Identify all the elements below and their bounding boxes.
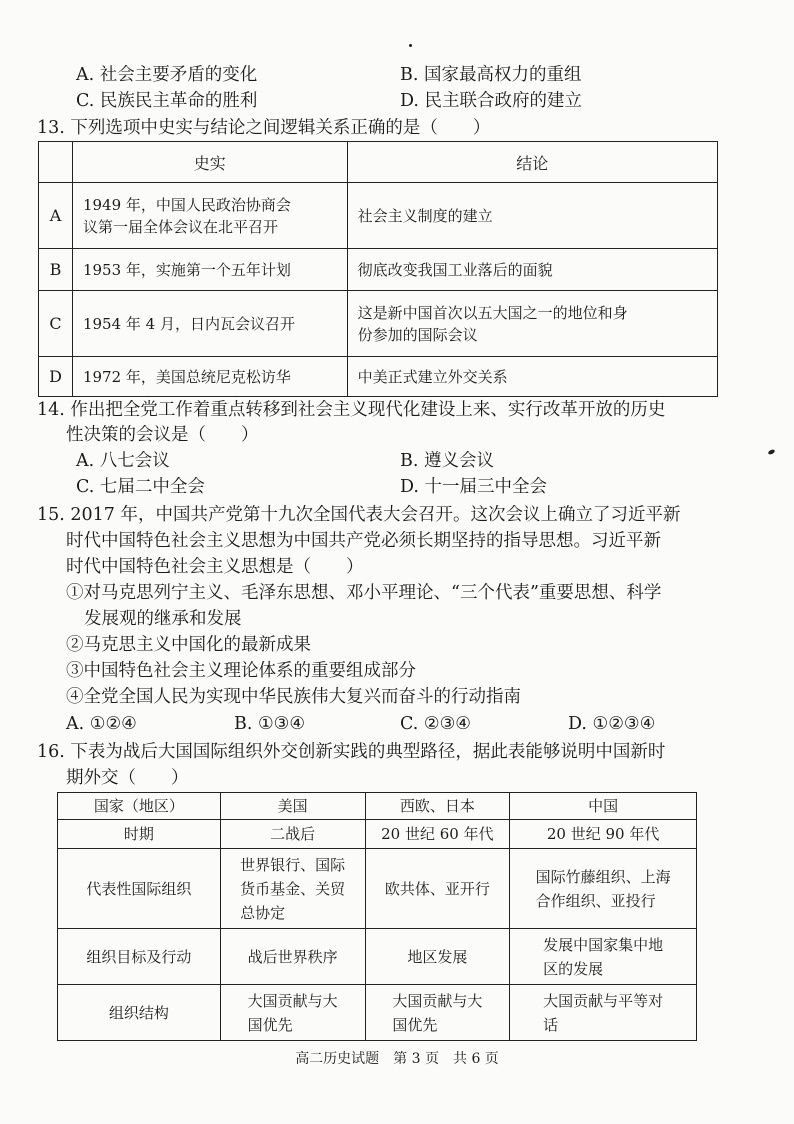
cell-line: 国优先: [392, 1015, 438, 1034]
q15-item-2: ②马克思主义中国化的最新成果: [66, 635, 311, 655]
table-cell: [510, 820, 697, 849]
table-cell: [510, 929, 697, 985]
conclusion-cell: [347, 357, 717, 397]
page-footer: 高二历史试题 第 3 页 共 6 页: [295, 1051, 499, 1067]
cell-line: 世界银行、国际: [240, 855, 346, 874]
fact-cell: [72, 183, 347, 249]
conclusion-line: 中美正式建立外交关系: [357, 367, 508, 386]
table-cell: [365, 849, 510, 929]
scan-speck: [409, 44, 412, 47]
table-cell: [220, 849, 365, 929]
table-row: [39, 357, 718, 397]
q15-item-1-cont: 发展观的继承和发展: [84, 609, 242, 629]
fact-cell: [72, 291, 347, 357]
conclusion-line: 份参加的国际会议: [357, 325, 478, 344]
table-cell: [510, 849, 697, 929]
table-row: [39, 249, 718, 291]
cell-line: 大国贡献与大: [247, 991, 338, 1010]
table-cell: [365, 820, 510, 849]
table-cell: [220, 929, 365, 985]
table-row: [39, 291, 718, 357]
fact-line: 1949 年，中国人民政治协商会: [82, 195, 291, 214]
conclusion-line: 彻底改变我国工业落后的面貌: [357, 260, 553, 279]
q13-stem: 13. 下列选项中史实与结论之间逻辑关系正确的是（ ）: [37, 118, 491, 138]
cell-line: 合作组织、亚投行: [535, 891, 656, 910]
q12-option-c: C. 民族民主革命的胜利: [76, 91, 258, 111]
table-header-china: 中国: [510, 793, 697, 820]
q14-option-a: A. 八七会议: [76, 451, 170, 471]
row-label: 代表性国际组织: [58, 849, 221, 929]
table-header-row: [58, 793, 697, 820]
cell-line: 国优先: [247, 1015, 293, 1034]
table-header-us: 美国: [220, 793, 365, 820]
q12-option-a: A. 社会主要矛盾的变化: [76, 65, 258, 85]
q15-option-a: A. ①②④: [66, 714, 137, 734]
table-row: [39, 183, 718, 249]
q16-stem-line2: 期外交（ ）: [66, 768, 189, 788]
q16-stem-line1: 16. 下表为战后大国国际组织外交创新实践的典型路径，据此表能够说明中国新时: [37, 742, 666, 762]
q12-option-d: D. 民主联合政府的建立: [400, 91, 583, 111]
cell-line: 货币基金、关贸: [240, 879, 346, 898]
conclusion-cell: [347, 249, 717, 291]
fact-cell: [72, 249, 347, 291]
table-cell: [365, 985, 510, 1041]
cell-line: 国际竹藤组织、上海: [535, 867, 671, 886]
table-header-corner: [39, 142, 73, 183]
row-key: D: [39, 357, 73, 397]
fact-line: 1954 年 4 月，日内瓦会议召开: [82, 314, 295, 333]
cell-line: 二战后: [270, 825, 316, 843]
table-cell: [365, 929, 510, 985]
fact-line: 1953 年，实施第一个五年计划: [82, 260, 291, 279]
cell-line: 地区发展: [407, 947, 468, 966]
q15-option-b: B. ①③④: [234, 714, 306, 734]
row-key: C: [39, 291, 73, 357]
q15-item-1: ①对马克思列宁主义、毛泽东思想、邓小平理论、“三个代表”重要思想、科学: [66, 583, 662, 603]
q14-option-d: D. 十一届三中全会: [400, 477, 548, 497]
q16-table: [57, 792, 697, 1041]
table-cell: [220, 820, 365, 849]
q14-stem-line2: 性决策的会议是（ ）: [66, 425, 259, 445]
q15-stem-line2: 时代中国特色社会主义思想为中国共产党必须长期坚持的指导思想。习近平新: [66, 531, 661, 551]
table-header-conclusion: 结论: [347, 142, 717, 183]
row-key: A: [39, 183, 73, 249]
q14-option-b: B. 遵义会议: [400, 451, 494, 471]
row-label: 组织目标及行动: [58, 929, 221, 985]
table-header-fact: 史实: [72, 142, 347, 183]
q15-option-c: C. ②③④: [400, 714, 471, 734]
q15-item-4: ④全党全国人民为实现中华民族伟大复兴而奋斗的行动指南: [66, 687, 521, 707]
cell-line: 话: [543, 1015, 559, 1034]
table-cell: [220, 985, 365, 1041]
q15-item-3: ③中国特色社会主义理论体系的重要组成部分: [66, 661, 416, 681]
conclusion-cell: [347, 291, 717, 357]
row-label: 组织结构: [58, 985, 221, 1041]
q13-table: [38, 141, 718, 397]
table-row: [58, 985, 697, 1041]
scan-speck: [767, 449, 775, 456]
row-key: B: [39, 249, 73, 291]
q12-option-b: B. 国家最高权力的重组: [400, 65, 582, 85]
fact-cell: [72, 357, 347, 397]
fact-line: 议第一届全体会议在北平召开: [82, 217, 278, 236]
table-header-region: 国家（地区）: [58, 793, 221, 820]
table-row: [58, 849, 697, 929]
table-row: [58, 929, 697, 985]
cell-line: 发展中国家集中地: [543, 935, 664, 954]
q14-stem-line1: 14. 作出把全党工作着重点转移到社会主义现代化建设上来、实行改革开放的历史: [37, 400, 666, 420]
cell-line: 大国贡献与平等对: [543, 991, 664, 1010]
cell-line: 区的发展: [543, 959, 604, 978]
conclusion-line: 社会主义制度的建立: [357, 206, 493, 225]
q15-option-d: D. ①②③④: [568, 714, 656, 734]
cell-line: 20 世纪 90 年代: [546, 825, 660, 843]
q15-stem-line1: 15. 2017 年，中国共产党第十九次全国代表大会召开。这次会议上确立了习近平新: [37, 505, 681, 525]
q15-stem-line3: 时代中国特色社会主义思想是（ ）: [66, 557, 364, 577]
row-label: 时期: [58, 820, 221, 849]
cell-line: 总协定: [240, 903, 286, 922]
q14-option-c: C. 七届二中全会: [76, 477, 205, 497]
table-row: [58, 820, 697, 849]
table-cell: [510, 985, 697, 1041]
table-header-europe-japan: 西欧、日本: [365, 793, 510, 820]
fact-line: 1972 年，美国总统尼克松访华: [82, 367, 291, 386]
cell-line: 战后世界秩序: [247, 947, 338, 966]
table-header-row: [39, 142, 718, 183]
cell-line: 20 世纪 60 年代: [381, 825, 494, 843]
conclusion-line: 这是新中国首次以五大国之一的地位和身: [357, 303, 628, 322]
cell-line: 大国贡献与大: [392, 991, 483, 1010]
cell-line: 欧共体、亚开行: [384, 879, 490, 898]
conclusion-cell: [347, 183, 717, 249]
